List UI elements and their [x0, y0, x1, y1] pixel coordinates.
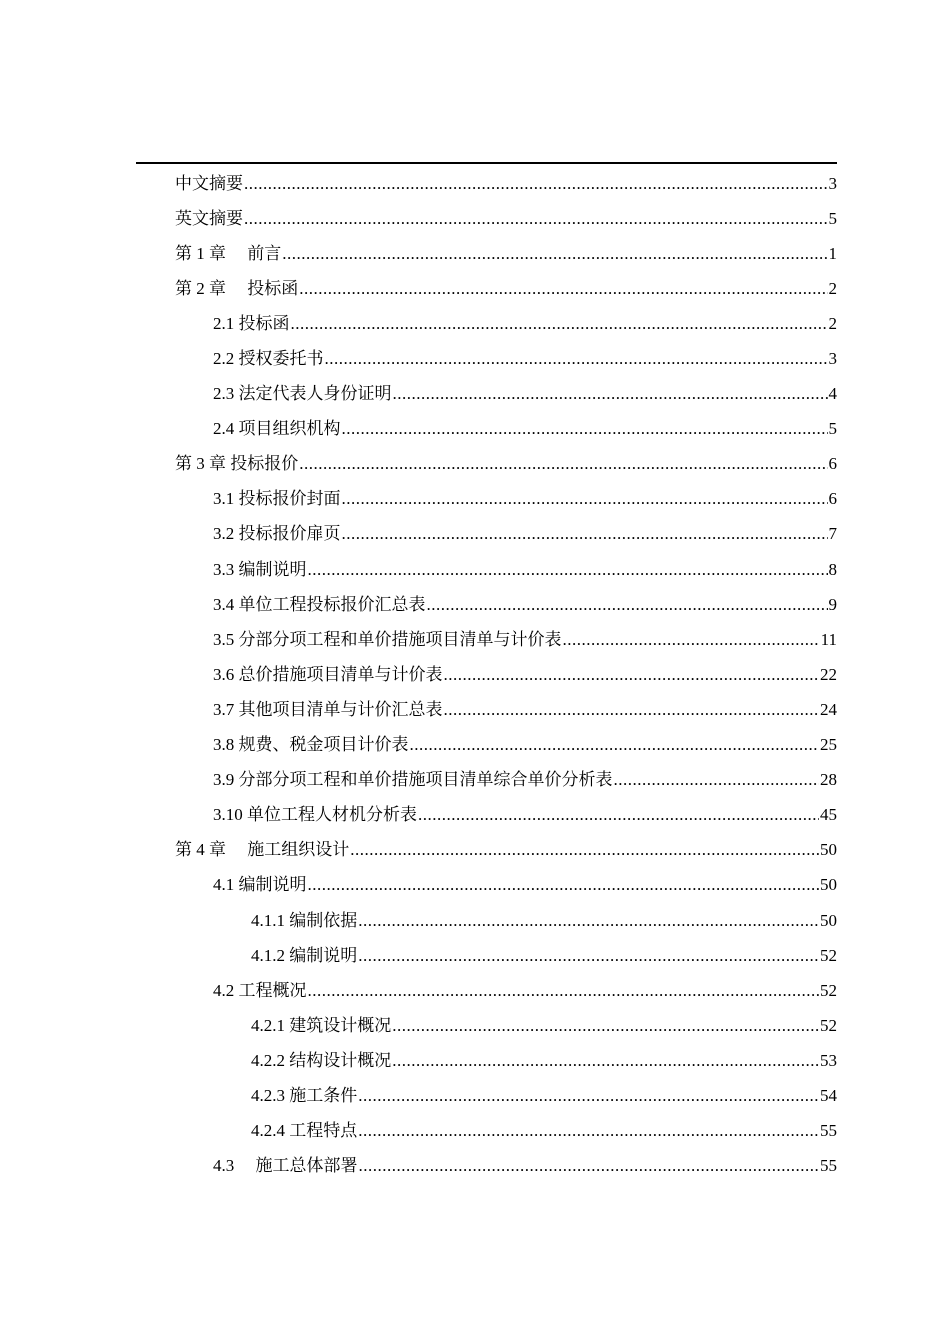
toc-entry-title: 2.3 法定代表人身份证明 — [213, 384, 392, 404]
toc-entry-page-number: 50 — [820, 875, 837, 895]
toc-dot-leader — [359, 1156, 820, 1176]
toc-entry[interactable] — [0, 1043, 950, 1078]
toc-entry-title: 3.8 规费、税金项目计价表 — [213, 735, 409, 755]
toc-entry-page-number: 7 — [828, 524, 837, 544]
toc-dot-leader — [418, 805, 819, 825]
toc-dot-leader — [358, 1121, 819, 1141]
top-rule — [136, 162, 837, 164]
toc-entry-page-number: 5 — [828, 208, 837, 228]
toc-dot-leader — [350, 840, 819, 860]
toc-dot-leader — [358, 946, 819, 966]
toc-entry-page-number: 9 — [828, 594, 837, 614]
toc-entry-page-number: 53 — [820, 1050, 837, 1070]
toc-dot-leader — [392, 1051, 819, 1071]
toc-entry-page-number: 3 — [828, 349, 837, 369]
toc-entry-title: 3.1 投标报价封面 — [213, 489, 341, 509]
toc-entry[interactable] — [0, 973, 950, 1008]
toc-dot-leader — [358, 1086, 819, 1106]
toc-entry[interactable] — [0, 868, 950, 903]
toc-dot-leader — [393, 384, 828, 404]
toc-entry-title: 4.3 施工总体部署 — [213, 1156, 358, 1176]
toc-dot-leader — [342, 524, 828, 544]
toc-entry-title: 2.1 投标函 — [213, 313, 290, 333]
toc-entry-title: 3.4 单位工程投标报价汇总表 — [213, 594, 426, 614]
toc-dot-leader — [410, 735, 820, 755]
toc-entry[interactable] — [0, 201, 950, 236]
toc-entry[interactable] — [0, 692, 950, 727]
toc-entry-page-number: 11 — [820, 629, 837, 649]
toc-entry[interactable] — [0, 377, 950, 412]
toc-entry-page-number: 25 — [820, 735, 837, 755]
toc-entry-title: 4.2 工程概况 — [213, 980, 307, 1000]
toc-dot-leader — [282, 244, 827, 264]
toc-entry-page-number: 28 — [820, 770, 837, 790]
toc-entry-title: 4.2.1 建筑设计概况 — [251, 1015, 392, 1035]
toc-dot-leader — [614, 770, 820, 790]
toc-entry-title: 第 2 章 投标函 — [175, 278, 299, 298]
toc-entry[interactable] — [0, 447, 950, 482]
toc-dot-leader — [444, 700, 820, 720]
toc-dot-leader — [444, 665, 820, 685]
toc-entry[interactable] — [0, 938, 950, 973]
toc-entry-page-number: 52 — [820, 1015, 837, 1035]
toc-entry[interactable] — [0, 1008, 950, 1043]
toc-entry-page-number: 50 — [820, 840, 837, 860]
toc-entry[interactable] — [0, 587, 950, 622]
toc-entry-title: 4.1.1 编制依据 — [251, 910, 358, 930]
toc-dot-leader — [244, 174, 828, 194]
toc-entry[interactable] — [0, 482, 950, 517]
toc-entry-title: 3.9 分部分项工程和单价措施项目清单综合单价分析表 — [213, 770, 613, 790]
toc-entry-title: 第 4 章 施工组织设计 — [175, 840, 350, 860]
toc-entry[interactable] — [0, 517, 950, 552]
toc-dot-leader — [308, 560, 828, 580]
toc-entry-page-number: 55 — [820, 1156, 837, 1176]
toc-dot-leader — [325, 349, 828, 369]
toc-entry[interactable] — [0, 166, 950, 201]
toc-entry-page-number: 45 — [820, 805, 837, 825]
toc-entry[interactable] — [0, 271, 950, 306]
toc-entry-page-number: 52 — [820, 980, 837, 1000]
table-of-contents — [0, 166, 950, 1184]
toc-dot-leader — [291, 314, 828, 334]
toc-dot-leader — [392, 1016, 819, 1036]
toc-entry[interactable] — [0, 728, 950, 763]
toc-entry-title: 3.10 单位工程人材机分析表 — [213, 805, 417, 825]
toc-dot-leader — [358, 911, 819, 931]
toc-entry-page-number: 2 — [828, 313, 837, 333]
toc-dot-leader — [244, 209, 828, 229]
toc-entry-page-number: 22 — [820, 664, 837, 684]
toc-entry-title: 第 3 章 投标报价 — [175, 454, 299, 474]
toc-dot-leader — [342, 419, 828, 439]
toc-entry[interactable] — [0, 763, 950, 798]
toc-entry-title: 3.6 总价措施项目清单与计价表 — [213, 664, 443, 684]
toc-entry-page-number: 24 — [820, 699, 837, 719]
toc-entry-title: 3.5 分部分项工程和单价措施项目清单与计价表 — [213, 629, 562, 649]
toc-entry-page-number: 8 — [828, 559, 837, 579]
toc-entry[interactable] — [0, 412, 950, 447]
toc-entry-page-number: 3 — [828, 173, 837, 193]
toc-entry[interactable] — [0, 657, 950, 692]
toc-entry-page-number: 55 — [820, 1121, 837, 1141]
toc-entry[interactable] — [0, 903, 950, 938]
toc-entry[interactable] — [0, 1114, 950, 1149]
toc-dot-leader — [308, 981, 820, 1001]
toc-dot-leader — [342, 489, 828, 509]
toc-entry-title: 4.2.3 施工条件 — [251, 1085, 358, 1105]
toc-entry-page-number: 54 — [820, 1085, 837, 1105]
toc-entry-title: 4.2.2 结构设计概况 — [251, 1050, 392, 1070]
toc-entry-title: 中文摘要 — [175, 173, 243, 193]
toc-entry-title: 2.4 项目组织机构 — [213, 419, 341, 439]
toc-entry-page-number: 6 — [828, 489, 837, 509]
toc-entry[interactable] — [0, 1078, 950, 1113]
toc-entry-page-number: 5 — [828, 419, 837, 439]
toc-entry[interactable] — [0, 236, 950, 271]
toc-entry[interactable] — [0, 833, 950, 868]
toc-entry[interactable] — [0, 622, 950, 657]
toc-entry[interactable] — [0, 798, 950, 833]
toc-dot-leader — [563, 630, 820, 650]
toc-entry[interactable] — [0, 341, 950, 376]
toc-dot-leader — [299, 454, 827, 474]
toc-entry-title: 4.1 编制说明 — [213, 875, 307, 895]
toc-entry[interactable] — [0, 306, 950, 341]
toc-entry[interactable] — [0, 552, 950, 587]
toc-entry-title: 3.2 投标报价扉页 — [213, 524, 341, 544]
toc-entry-page-number: 50 — [820, 910, 837, 930]
toc-entry-page-number: 1 — [828, 243, 837, 263]
toc-entry-page-number: 6 — [828, 454, 837, 474]
toc-entry-title: 第 1 章 前言 — [175, 243, 282, 263]
toc-dot-leader — [299, 279, 827, 299]
toc-entry-title: 英文摘要 — [175, 208, 243, 228]
toc-entry-title: 2.2 授权委托书 — [213, 349, 324, 369]
toc-entry-title: 4.1.2 编制说明 — [251, 945, 358, 965]
toc-entry-page-number: 4 — [828, 384, 837, 404]
toc-dot-leader — [427, 595, 828, 615]
toc-entry-title: 4.2.4 工程特点 — [251, 1121, 358, 1141]
toc-entry-title: 3.3 编制说明 — [213, 559, 307, 579]
toc-dot-leader — [308, 875, 820, 895]
toc-entry[interactable] — [0, 1149, 950, 1184]
toc-entry-title: 3.7 其他项目清单与计价汇总表 — [213, 699, 443, 719]
toc-entry-page-number: 52 — [820, 945, 837, 965]
toc-entry-page-number: 2 — [828, 278, 837, 298]
